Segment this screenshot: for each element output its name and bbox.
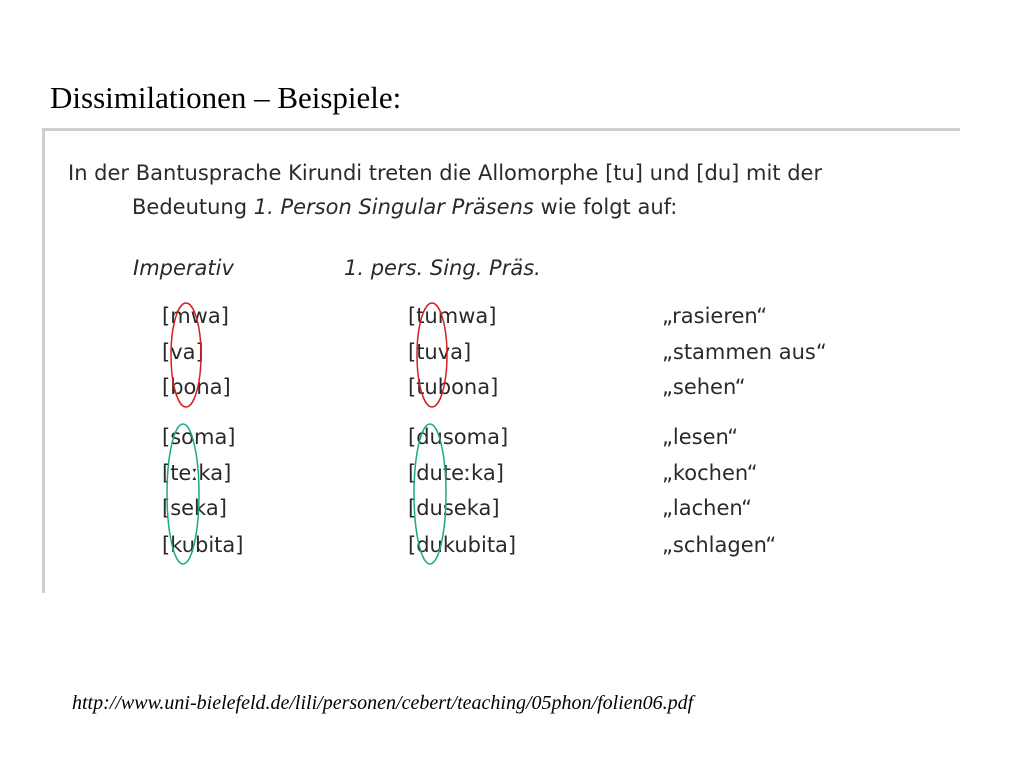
intro-line-2 [68,190,822,224]
imperativ-cell: [va] [162,340,204,364]
form-cell: [tubona] [408,375,499,399]
gloss-cell: „schlagen“ [662,533,777,557]
form-cell: [dukubita] [408,533,517,557]
form-cell: [tuva] [408,340,472,364]
imperativ-cell: [kubita] [162,533,244,557]
intro-line-2-suffix: wie folgt auf: [533,195,678,219]
gloss-cell: „lachen“ [662,496,753,520]
imperativ-cell: [bona] [162,375,231,399]
gloss-cell: „rasieren“ [662,304,768,328]
imperativ-cell: [teːka] [162,461,232,485]
form-cell: [duteːka] [408,461,504,485]
imperativ-cell: [mwa] [162,304,229,328]
gloss-cell: „stammen aus“ [662,340,827,364]
imperativ-cell: [seka] [162,496,227,520]
column-header-imperativ: Imperativ [133,256,234,280]
imperativ-cell: [soma] [162,425,236,449]
form-cell: [dusoma] [408,425,509,449]
form-cell: [tumwa] [408,304,497,328]
form-cell: [duseka] [408,496,500,520]
gloss-cell: „sehen“ [662,375,746,399]
intro-line-2-prefix: Bedeutung [132,195,254,219]
column-header-praesens: 1. pers. Sing. Präs. [344,256,541,280]
slide-title: Dissimilationen – Beispiele: [50,80,402,115]
gloss-cell: „kochen“ [662,461,758,485]
gloss-cell: „lesen“ [662,425,739,449]
source-url: http://www.uni-bielefeld.de/lili/personen/cebert/teaching/05phon/folien06.pdf [72,692,694,714]
intro-text [68,156,822,224]
intro-line-2-italic: 1. Person Singular Präsens [253,195,534,219]
intro-line-1: In der Bantusprache Kirundi treten die Allomorphe [tu] und [du] mit der [68,161,823,185]
